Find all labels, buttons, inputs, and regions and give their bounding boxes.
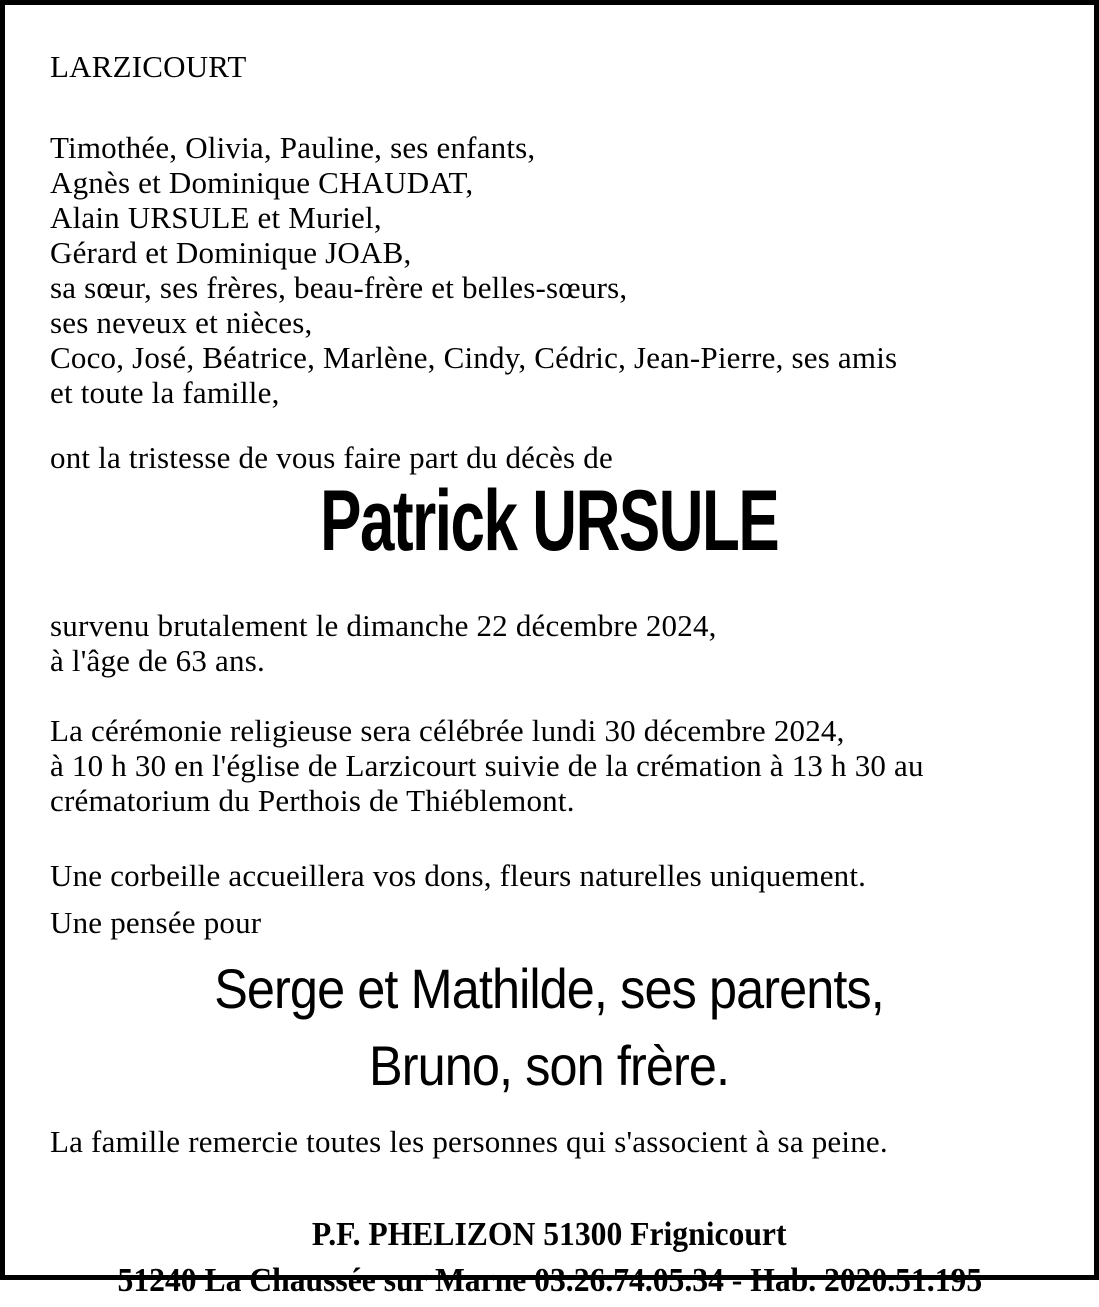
funeral-home-line [5,1215,1094,1261]
ceremony-line: à 10 h 30 en l'église de Larzicourt suivie de la crémation à 13 h 30 au [50,748,924,783]
deceased-name-line [5,473,1094,590]
funeral-home-name: P.F. PHELIZON 51300 Frignicourt [312,1216,787,1253]
tribute-parents: Serge et Mathilde, ses parents, [214,957,885,1020]
tribute-brother: Bruno, son frère. [369,1034,730,1097]
family-line: Timothée, Olivia, Pauline, ses enfants, [50,130,536,165]
family-line: sa sœur, ses frères, beau-frère et belles-sœurs, [50,270,628,305]
family-block [50,130,1086,410]
ceremony-line: crématorium du Perthois de Thiéblemont. [50,783,575,818]
thanks-line: La famille remercie toutes les personnes qui s'associent à sa peine. [50,1124,888,1159]
tribute-block [5,958,1094,1112]
death-detail-line: à l'âge de 63 ans. [50,643,265,678]
ceremony-block [50,713,1086,818]
tribute-line [5,958,1094,1035]
death-details-block [50,608,1086,678]
ceremony-line: La cérémonie religieuse sera célébrée lundi 30 décembre 2024, [50,713,845,748]
family-line: Agnès et Dominique CHAUDAT, [50,165,474,200]
announcement-line: ont la tristesse de vous faire part du décès de [50,440,613,475]
deceased-name: Patrick URSULE [320,473,779,569]
death-detail-line: survenu brutalement le dimanche 22 décembre 2024, [50,608,717,643]
family-line: Coco, José, Béatrice, Marlène, Cindy, Cédric, Jean-Pierre, ses amis [50,340,898,375]
family-line: ses neveux et nièces, [50,305,313,340]
tribute-line [5,1035,1094,1112]
funeral-home-line [5,1261,1094,1307]
family-line: et toute la famille, [50,375,280,410]
funeral-home-address: 51240 La Chaussée sur Marne 03.26.74.05.34 - Hab. 2020.51.195 [117,1262,982,1299]
family-line: Gérard et Dominique JOAB, [50,235,412,270]
funeral-home-block [5,1215,1094,1307]
thought-intro-line: Une pensée pour [50,905,262,940]
donation-line: Une corbeille accueillera vos dons, fleurs naturelles uniquement. [50,858,867,893]
town-name: LARZICOURT [50,49,247,84]
family-line: Alain URSULE et Muriel, [50,200,382,235]
